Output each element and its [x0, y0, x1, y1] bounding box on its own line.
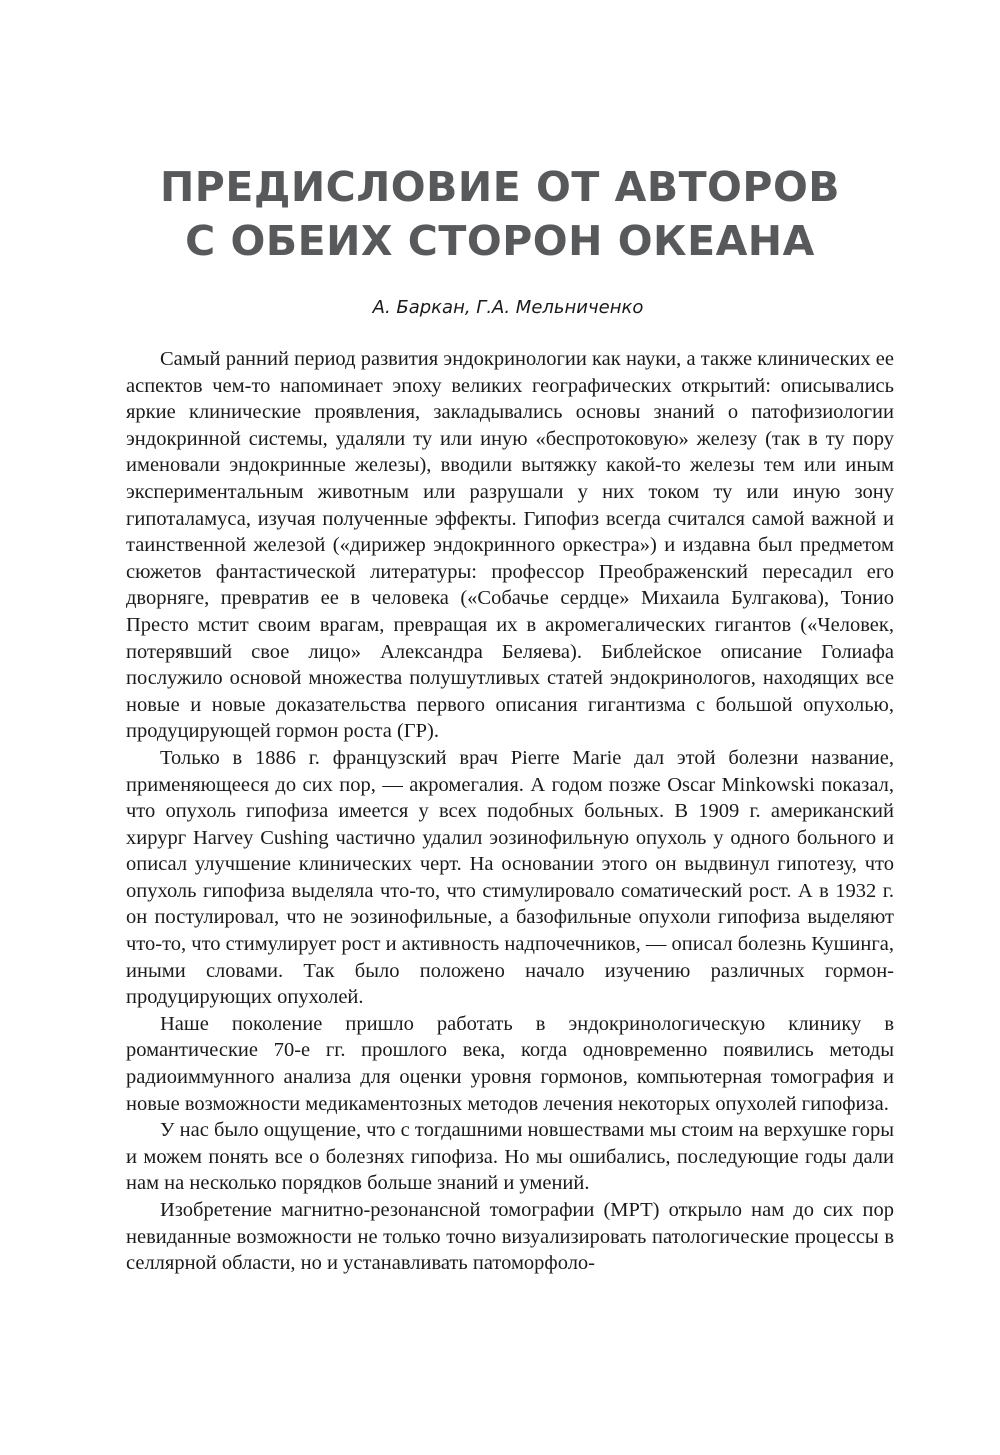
- paragraph-5: Изобретение магнитно-резонансной томографии (МРТ) открыло нам до сих пор невиданные возможности не только точно визуализировать патологические процессы в селлярной области, но и устанавливать патоморфоло-: [126, 1199, 894, 1275]
- paragraph-4: У нас было ощущение, что с тогдашними новшествами мы стоим на верхушке горы и можем понять все о болезнях гипофиза. Но мы ошибались, последующие годы дали нам на несколько порядков больше знаний и умений.: [126, 1119, 894, 1195]
- paragraph-2: Только в 1886 г. французский врач Pierre Marie дал этой болезни название, применяющееся до сих пор, — акромегалия. А годом позже Oscar Minkowski показал, что опухоль гипофиза имеется у всех подобных больных. В 1909 г. американский хирург Harvey Cushing частично удалил эозинофильную опухоль у одного больного и описал улучшение клинических черт. На основании этого он выдвинул гипотезу, что опухоль гипофиза выделяла что-то, что стимулировало соматический рост. А в 1932 г. он постулировал, что не эозинофильные, а базофильные опухоли гипофиза выделяют что-то, что стимулирует рост и активность надпочечников, — описал болезнь Кушинга, иными словами. Так было положено начало изучению различных гормон-продуцирующих опухолей.: [126, 746, 894, 1009]
- authors-line: А. Баркан, Г.А. Мельниченко: [372, 297, 644, 318]
- page-title: [100, 160, 900, 268]
- body-text: [126, 346, 894, 1277]
- paragraph-1: Самый ранний период развития эндокринологии как науки, а также клинических ее аспектов чем-то напоминает эпоху великих географических открытий: описывались яркие клинические проявления, закладывались основы знаний о патофизиологии эндокринной системы, удаляли ту или иную «беспротоковую» железу (так в ту пору именовали эндокринные железы), вводили вытяжку какой-то железы тем или иным экспериментальным животным или разрушали у них током ту или иную зону гипоталамуса, изучая полученные эффекты. Гипофиз всегда считался самой важной и таинственной железой («дирижер эндокринного оркестра») и издавна был предметом сюжетов фантастической литературы: профессор Преображенский пересадил его дворняге, превратив ее в человека («Собачье сердце» Михаила Булгакова), Тонио Престо мстит своим врагам, превращая их в акромегалических гигантов («Человек, потерявший свое лицо» Александра Беляева). Библейское описание Голиафа послужило основой множества полушутливых статей эндокринологов, находящих все новые и новые доказательства первого описания гигантизма с большой опухолью, продуцирующей гормон роста (ГР).: [126, 348, 894, 743]
- title-line-2: С ОБЕИХ СТОРОН ОКЕАНА: [185, 217, 815, 265]
- paragraph-3: Наше поколение пришло работать в эндокринологическую клинику в романтические 70-е гг. прошлого века, когда одновременно появились методы радиоиммунного анализа для оценки уровня гормонов, компьютерная томография и новые возможности медикаментозных методов лечения некоторых опухолей гипофиза.: [126, 1012, 894, 1115]
- title-line-1: ПРЕДИСЛОВИЕ ОТ АВТОРОВ: [159, 163, 841, 211]
